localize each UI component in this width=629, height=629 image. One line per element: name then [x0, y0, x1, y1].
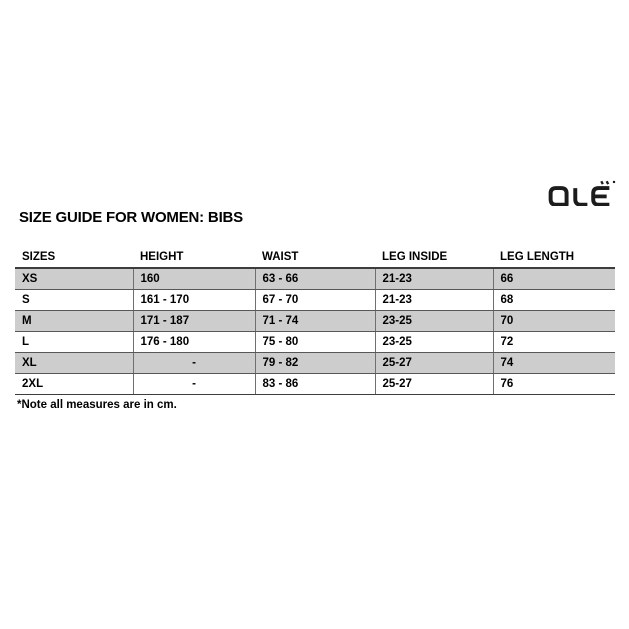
page-title: SIZE GUIDE FOR WOMEN: BIBS: [19, 209, 243, 226]
size-cell: L: [15, 331, 133, 352]
leg-inside-cell: 23-25: [375, 331, 493, 352]
height-cell: 176 - 180: [133, 331, 255, 352]
height-cell: 171 - 187: [133, 310, 255, 331]
waist-cell: 67 - 70: [255, 289, 375, 310]
waist-cell: 79 - 82: [255, 352, 375, 373]
header-sizes: SIZES: [15, 247, 133, 268]
waist-cell: 75 - 80: [255, 331, 375, 352]
ale-logo-icon: [546, 180, 618, 206]
table-row-xs: [15, 268, 615, 289]
leg-inside-cell: 25-27: [375, 352, 493, 373]
ale-logo: [546, 180, 618, 206]
waist-cell: 71 - 74: [255, 310, 375, 331]
table-row-2xl: [15, 373, 615, 394]
size-cell: S: [15, 289, 133, 310]
height-cell: 160: [133, 268, 255, 289]
waist-cell: 83 - 86: [255, 373, 375, 394]
header-waist: WAIST: [255, 247, 375, 268]
height-cell: 161 - 170: [133, 289, 255, 310]
waist-cell: 63 - 66: [255, 268, 375, 289]
height-cell: -: [133, 352, 255, 373]
leg-length-cell: 72: [493, 331, 615, 352]
size-cell: XS: [15, 268, 133, 289]
leg-length-cell: 70: [493, 310, 615, 331]
leg-inside-cell: 25-27: [375, 373, 493, 394]
table-row-l: [15, 331, 615, 352]
measures-footnote: *Note all measures are in cm.: [17, 399, 177, 411]
leg-inside-cell: 23-25: [375, 310, 493, 331]
size-cell: XL: [15, 352, 133, 373]
header-leg-inside: LEG INSIDE: [375, 247, 493, 268]
leg-length-cell: 74: [493, 352, 615, 373]
size-cell: 2XL: [15, 373, 133, 394]
leg-inside-cell: 21-23: [375, 268, 493, 289]
header-leg-length: LEG LENGTH: [493, 247, 615, 268]
size-guide-table: [15, 247, 615, 395]
leg-length-cell: 76: [493, 373, 615, 394]
table-row-xl: [15, 352, 615, 373]
leg-inside-cell: 21-23: [375, 289, 493, 310]
table-row-m: [15, 310, 615, 331]
size-cell: M: [15, 310, 133, 331]
height-cell: -: [133, 373, 255, 394]
table-row-s: [15, 289, 615, 310]
header-height: HEIGHT: [133, 247, 255, 268]
leg-length-cell: 68: [493, 289, 615, 310]
leg-length-cell: 66: [493, 268, 615, 289]
table-header-row: [15, 247, 615, 268]
